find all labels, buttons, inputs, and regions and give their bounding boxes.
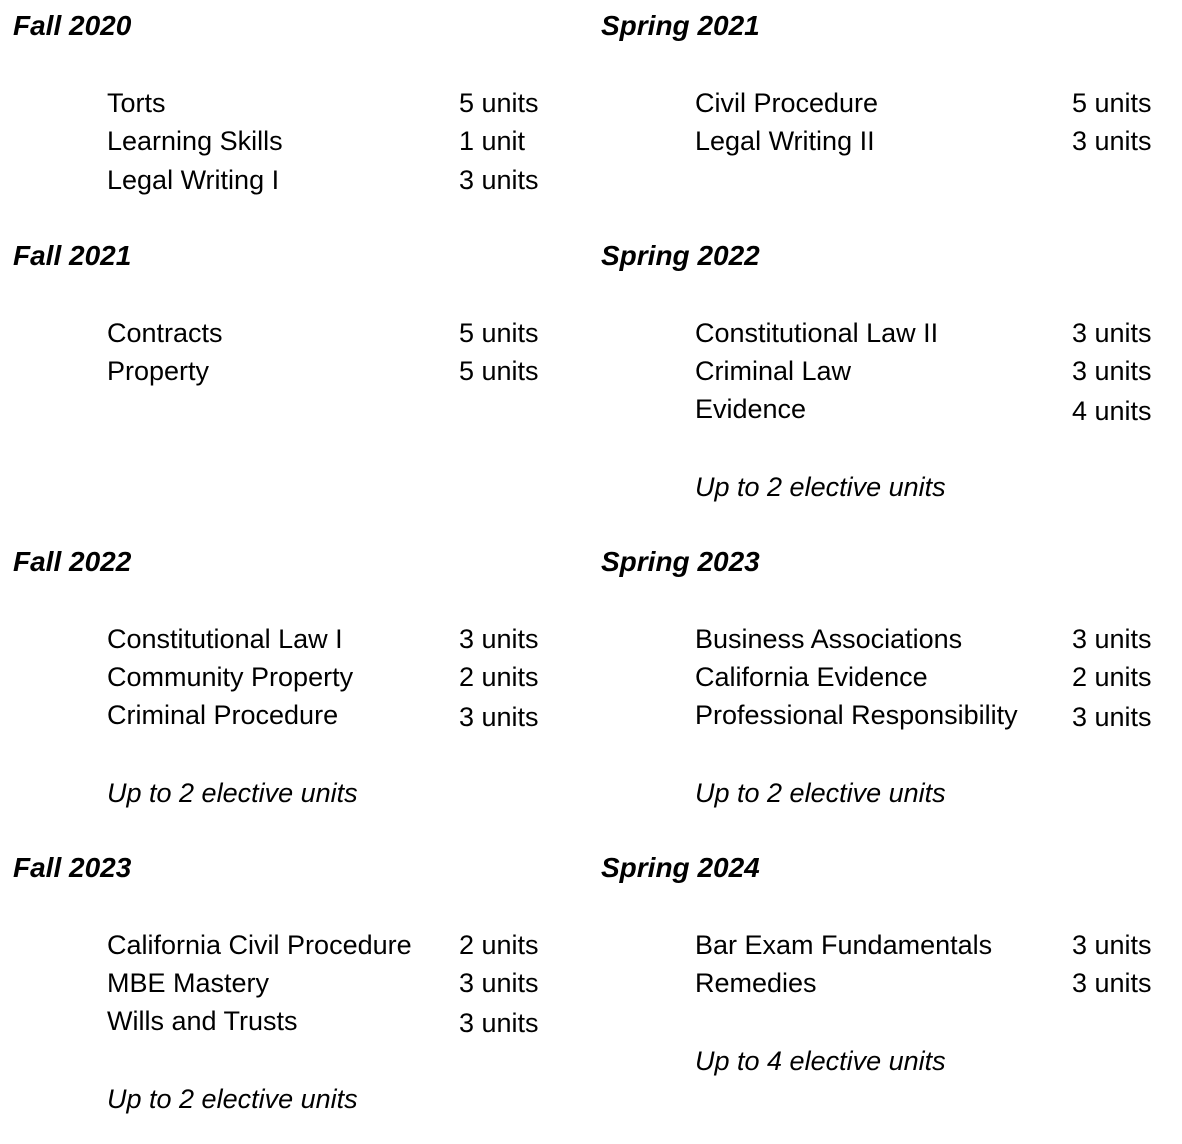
course-name: Property (107, 356, 210, 386)
semester-title: Spring 2024 (601, 852, 760, 883)
elective-units-note: Up to 2 elective units (695, 472, 946, 502)
semester-title: Fall 2023 (13, 852, 132, 883)
course-name: Legal Writing I (107, 165, 280, 195)
course-name: Contracts (107, 318, 223, 348)
course-units: 3 units (459, 968, 539, 998)
course-row (13, 702, 573, 740)
course-name: MBE Mastery (107, 968, 270, 998)
semester-title: Fall 2020 (13, 10, 132, 41)
course-row (601, 626, 1161, 664)
course-name: Evidence (695, 394, 807, 424)
course-units: 2 units (459, 930, 539, 960)
course-row (601, 358, 1161, 396)
course-units: 1 unit (459, 126, 526, 156)
course-units: 2 units (459, 662, 539, 692)
semester-title: Fall 2021 (13, 240, 132, 271)
elective-units-note: Up to 2 elective units (107, 778, 358, 808)
course-units: 4 units (1072, 396, 1152, 426)
course-name: Legal Writing II (695, 126, 875, 156)
course-name: Bar Exam Fundamentals (695, 930, 993, 960)
semester-title: Spring 2021 (601, 10, 760, 41)
course-row (13, 167, 573, 205)
course-row (13, 358, 573, 396)
course-name: Learning Skills (107, 126, 283, 156)
course-row (601, 702, 1161, 740)
course-units: 5 units (459, 318, 539, 348)
course-name: Constitutional Law I (107, 624, 343, 654)
course-units: 3 units (1072, 356, 1152, 386)
course-row (601, 932, 1161, 970)
course-units: 3 units (459, 624, 539, 654)
course-units: 3 units (459, 1008, 539, 1038)
course-name: Constitutional Law II (695, 318, 939, 348)
course-row (13, 932, 573, 970)
course-row (601, 320, 1161, 358)
semester-title: Fall 2022 (13, 546, 132, 577)
course-row (13, 1008, 573, 1046)
elective-units-note: Up to 2 elective units (107, 1084, 358, 1114)
course-units: 5 units (459, 356, 539, 386)
course-row (601, 128, 1161, 166)
course-name: Remedies (695, 968, 817, 998)
course-row (601, 90, 1161, 128)
course-name: Civil Procedure (695, 88, 879, 118)
course-units: 3 units (1072, 624, 1152, 654)
course-name: California Civil Procedure (107, 930, 412, 960)
course-row (601, 396, 1161, 434)
course-row (13, 128, 573, 166)
course-units: 3 units (459, 702, 539, 732)
course-name: Community Property (107, 662, 354, 692)
course-name: Business Associations (695, 624, 963, 654)
elective-units-note: Up to 4 elective units (695, 1046, 946, 1076)
course-row (13, 970, 573, 1008)
course-name: Torts (107, 88, 166, 118)
course-units: 5 units (459, 88, 539, 118)
semester-title: Spring 2022 (601, 240, 760, 271)
course-units: 3 units (1072, 702, 1152, 732)
course-row (601, 664, 1161, 702)
course-name: Wills and Trusts (107, 1006, 298, 1036)
course-units: 2 units (1072, 662, 1152, 692)
course-row (13, 90, 573, 128)
elective-units-note: Up to 2 elective units (695, 778, 946, 808)
course-name: California Evidence (695, 662, 928, 692)
course-units: 3 units (459, 165, 539, 195)
course-row (13, 320, 573, 358)
course-row (13, 664, 573, 702)
semester-title: Spring 2023 (601, 546, 760, 577)
course-units: 3 units (1072, 126, 1152, 156)
course-units: 3 units (1072, 968, 1152, 998)
course-units: 3 units (1072, 318, 1152, 348)
course-name: Criminal Procedure (107, 700, 339, 730)
course-units: 5 units (1072, 88, 1152, 118)
course-row (13, 626, 573, 664)
course-row (601, 970, 1161, 1008)
course-name: Criminal Law (695, 356, 852, 386)
course-units: 3 units (1072, 930, 1152, 960)
course-name: Professional Responsibility (695, 700, 1018, 730)
